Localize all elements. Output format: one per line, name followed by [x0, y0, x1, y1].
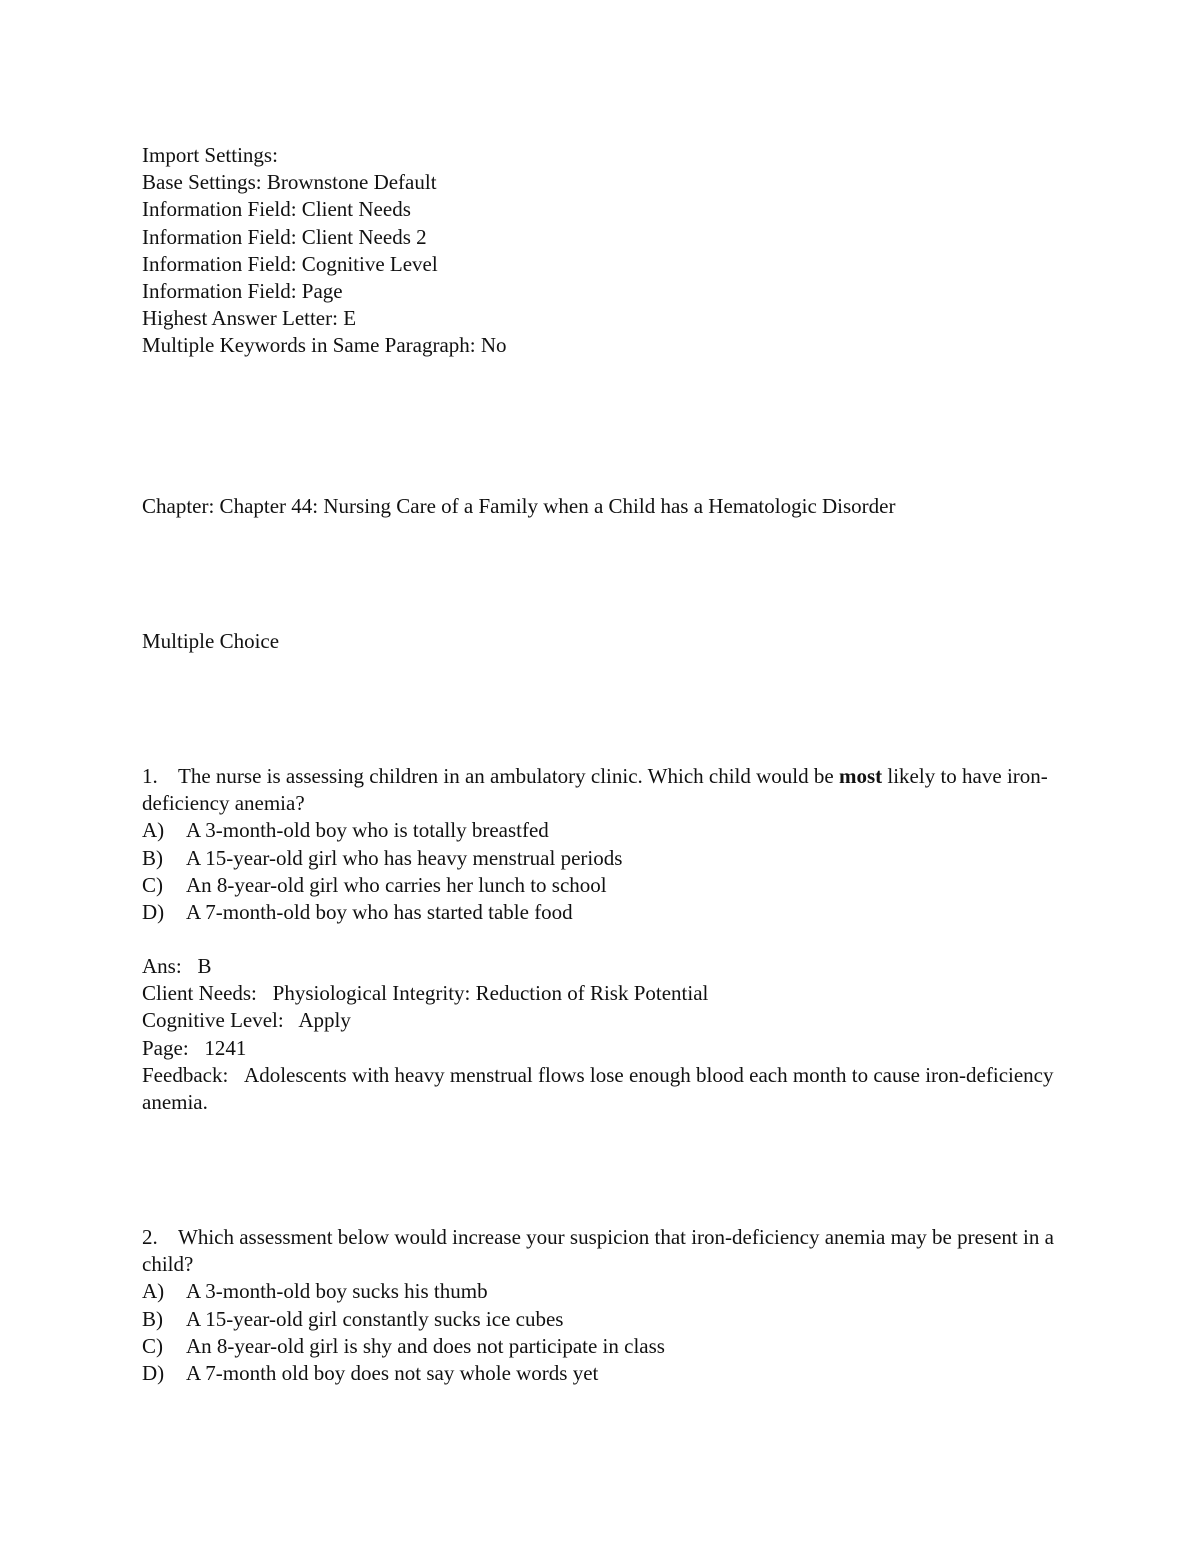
section-title: Multiple Choice — [142, 629, 280, 653]
answer-label: Ans: — [142, 954, 182, 978]
answer-line — [142, 953, 1072, 980]
import-setting-line: Highest Answer Letter: E — [142, 306, 357, 331]
question-1 — [142, 763, 1072, 926]
client-needs-line — [142, 980, 1072, 1007]
question-number: 2. — [142, 1225, 158, 1249]
option-letter: D) — [142, 900, 165, 925]
answer-option — [142, 899, 1072, 926]
import-setting-line: Information Field: Cognitive Level — [142, 251, 438, 276]
stem-text: likely to have iron-deficiency anemia? — [142, 764, 1048, 816]
option-text: A 15-year-old girl constantly sucks ice cubes — [186, 1306, 564, 1331]
option-letter: C) — [142, 872, 163, 897]
option-letter: B) — [142, 1306, 163, 1331]
question-stem — [142, 1224, 1072, 1278]
cognitive-level-line — [142, 1007, 1072, 1034]
answer-option — [142, 1278, 1072, 1305]
option-letter: D) — [142, 1361, 165, 1386]
import-setting-line: Information Field: Client Needs — [142, 197, 411, 222]
section-heading — [142, 628, 1072, 655]
question-number: 1. — [142, 764, 158, 788]
answer-option — [142, 1360, 1072, 1387]
feedback-text: Adolescents with heavy menstrual flows lose enough blood each month to cause iron-deficiency anemia. — [142, 1062, 1054, 1115]
answer-option — [142, 1306, 1072, 1333]
option-letter: A) — [142, 1279, 165, 1304]
chapter-heading — [142, 493, 1072, 520]
option-text: A 7-month-old boy who has started table food — [186, 900, 573, 925]
option-text: A 3-month-old boy who is totally breastfed — [186, 818, 549, 843]
option-text: A 3-month-old boy sucks his thumb — [186, 1279, 488, 1304]
import-setting-line: Multiple Keywords in Same Paragraph: No — [142, 333, 507, 358]
option-letter: A) — [142, 818, 165, 843]
question-stem — [142, 763, 1072, 817]
page-label: Page: — [142, 1035, 189, 1060]
feedback-line — [142, 1062, 1072, 1116]
option-text: A 15-year-old girl who has heavy menstrual periods — [186, 845, 623, 870]
stem-text: The nurse is assessing children in an ambulatory clinic. Which child would be — [178, 764, 839, 788]
option-text: A 7-month old boy does not say whole words yet — [186, 1361, 599, 1386]
option-text: An 8-year-old girl who carries her lunch to school — [186, 872, 607, 897]
client-needs-label: Client Needs: — [142, 981, 257, 1006]
client-needs-value: Physiological Integrity: Reduction of Risk Potential — [272, 981, 709, 1006]
question-1-answer — [142, 953, 1072, 1116]
answer-value: B — [197, 954, 212, 978]
answer-option — [142, 872, 1072, 899]
stem-emphasis: most — [838, 764, 883, 788]
cognitive-level-value: Apply — [298, 1008, 351, 1033]
import-setting-line: Information Field: Page — [142, 279, 343, 304]
option-text: An 8-year-old girl is shy and does not participate in class — [186, 1333, 665, 1358]
stem-text: Which assessment below would increase your suspicion that iron-deficiency anemia may be present in a child? — [142, 1225, 1054, 1277]
option-letter: C) — [142, 1333, 163, 1358]
import-setting-line: Base Settings: Brownstone Default — [142, 170, 437, 195]
import-settings-heading: Import Settings: — [142, 143, 278, 167]
question-2 — [142, 1224, 1072, 1387]
answer-option — [142, 845, 1072, 872]
chapter-title: Chapter: Chapter 44: Nursing Care of a Family when a Child has a Hematologic Disorder — [142, 494, 896, 518]
answer-option — [142, 817, 1072, 844]
answer-option — [142, 1333, 1072, 1360]
feedback-label: Feedback: — [142, 1062, 229, 1087]
cognitive-level-label: Cognitive Level: — [142, 1008, 284, 1033]
import-setting-line: Information Field: Client Needs 2 — [142, 224, 427, 249]
page-value: 1241 — [204, 1035, 247, 1060]
option-letter: B) — [142, 845, 163, 870]
page-line — [142, 1035, 1072, 1062]
import-settings — [142, 142, 1072, 360]
